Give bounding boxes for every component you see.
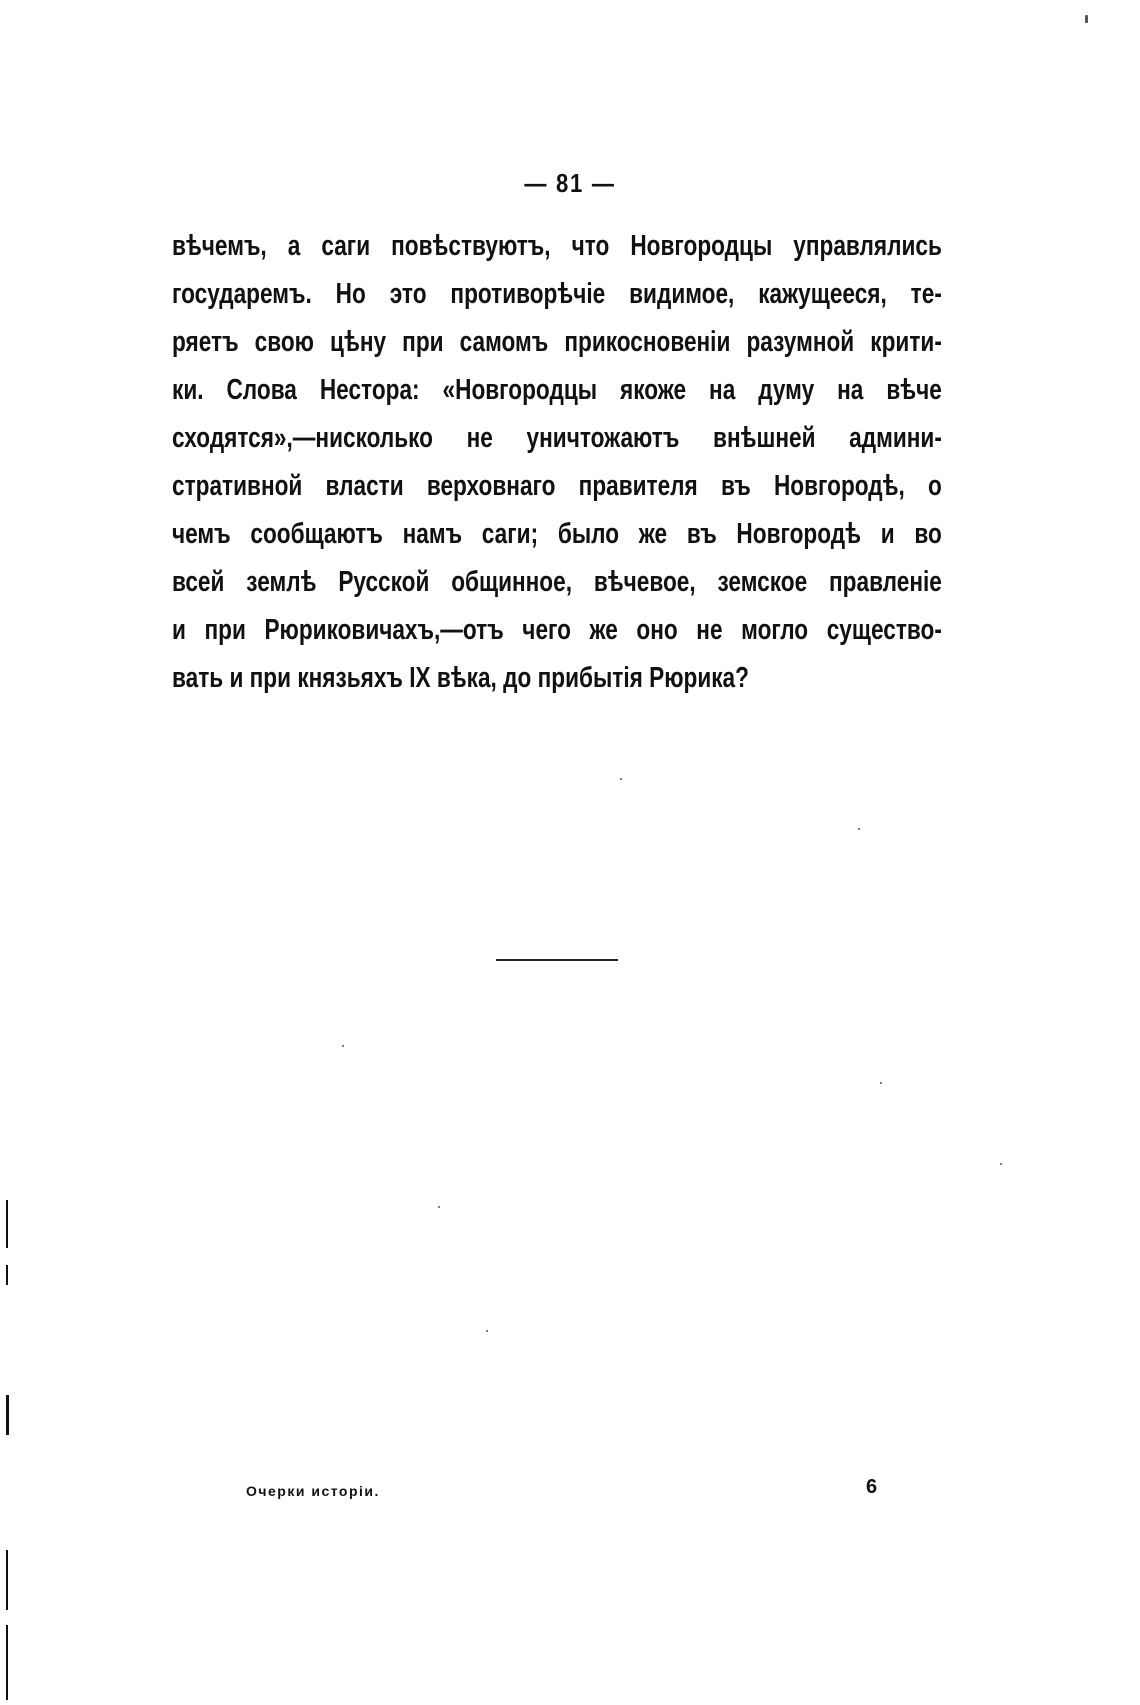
page-number: — 81 — — [524, 168, 616, 198]
text-line: и при Рюриковичахъ,—отъ чего же оно не могло существо- — [172, 614, 942, 646]
binding-edge-mark — [6, 1200, 8, 1248]
scan-speck — [1085, 15, 1088, 23]
scan-speck — [438, 1206, 440, 1208]
text-line: чемъ сообщаютъ намъ саги; было же въ Новгородѣ и во — [172, 518, 942, 550]
text-line: вать и при князьяхъ IX вѣка, до прибытія Рюрика? — [172, 662, 749, 694]
section-divider — [496, 959, 618, 961]
text-line: всей землѣ Русской общинное, вѣчевое, земское правленіе — [172, 566, 942, 598]
text-line: ки. Слова Нестора: «Новгородцы якоже на думу на вѣче — [172, 374, 942, 406]
footer-signature-mark: 6 — [866, 1476, 878, 1498]
scan-speck — [1000, 1163, 1002, 1165]
text-line: сходятся»,—нисколько не уничтожаютъ внѣшней админи- — [172, 422, 942, 454]
footer-book-title: Очерки исторіи. — [246, 1483, 380, 1499]
scan-speck — [620, 778, 622, 780]
scan-speck — [342, 1045, 344, 1047]
binding-edge-mark — [6, 1550, 8, 1610]
scan-speck — [880, 1082, 882, 1084]
binding-edge-mark — [6, 1625, 8, 1700]
binding-edge-mark — [6, 1395, 9, 1435]
scan-speck — [486, 1330, 488, 1332]
body-text — [172, 222, 942, 702]
binding-edge-mark — [6, 1265, 8, 1285]
text-line: вѣчемъ, а саги повѣствуютъ, что Новгородцы управлялись — [172, 230, 942, 262]
text-line: стративной власти верховнаго правителя въ Новгородѣ, о — [172, 470, 942, 502]
text-line: ряетъ свою цѣну при самомъ прикосновеніи разумной крити- — [172, 326, 942, 358]
scan-speck — [858, 828, 860, 830]
text-line: государемъ. Но это противорѣчіе видимое, кажущееся, те- — [172, 278, 942, 310]
